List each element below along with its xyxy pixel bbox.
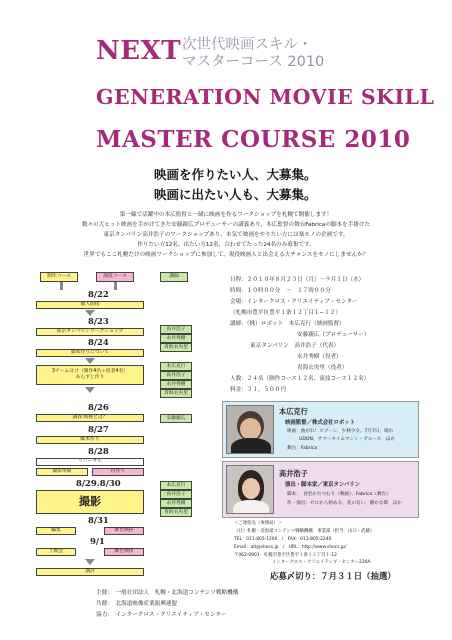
info-instructor-5: 青海衣央里（役者） xyxy=(297,365,348,371)
flow-instructor: 高井浩子 xyxy=(160,490,192,499)
flow-arrow xyxy=(85,358,95,364)
flow-instructor: 安藤親広 xyxy=(160,414,192,423)
contact-line: 〒062-0901 札幌市豊平区豊平１条１２丁目１-12 xyxy=(234,553,337,558)
flow-step-stage-greeting: 舞台挨拶 xyxy=(104,548,144,556)
profile-desc: 映画：曲がれ！スプーン、少林少女、7月7日、晴れ xyxy=(287,429,394,434)
tagline-2: 映画に出たい人も、大募集。 xyxy=(154,187,317,202)
flow-step-teams xyxy=(36,365,144,385)
footer-host: 主催： 一般社団法人 札幌・北海道コンテンツ戦略機構 xyxy=(96,590,239,596)
profile-name: 本広克行 xyxy=(279,407,308,416)
flow-step-rehearsal: リハーサル xyxy=(36,458,144,466)
flow-step-lecture: 講義 映画とは？ xyxy=(36,414,144,422)
flow-step-shooting: 撮影 xyxy=(36,490,144,514)
flow-step-workshop: 東京タンバリンワークショップ xyxy=(36,328,144,336)
flow-header-acting: 演技コース xyxy=(96,272,134,282)
flow-date-0829: 8/29.8/30 xyxy=(76,479,121,489)
profile-desc: 脚本： 食堂かたつむり（映画）、Fabrica（舞台） xyxy=(287,492,391,497)
flow-step-review: 講評 xyxy=(36,568,144,576)
flow-teams-line2: あらすじ作り xyxy=(75,375,105,380)
profile-desc: 舞台：Fabrica xyxy=(287,446,318,451)
profile-card-motohiro xyxy=(222,401,419,458)
contact-line: ＜ご連絡先（事務局）＞ xyxy=(234,521,283,526)
deadline: 応募〆切り：７月３１日（抽選） xyxy=(270,571,396,581)
info-venue: 会場：インタークロス・クリエイティブ・センター xyxy=(230,299,358,305)
flow-instructor: 本広克行 xyxy=(160,481,192,490)
flow-arrow xyxy=(85,310,95,316)
flow-instructor: 青海衣央里 xyxy=(160,508,192,517)
flow-date-0826: 8/26 xyxy=(88,403,109,413)
flow-instructor: 永井秀樹 xyxy=(160,334,192,343)
profile-name: 高井浩子 xyxy=(279,469,308,478)
intro-line-2: 数々の大ヒット映画を手がけてきた安藤親広プロデューサーの講義あり、本広監督の舞台Fabricaの脚本を手掛けた xyxy=(81,222,371,228)
flow-date-0822: 8/22 xyxy=(88,290,109,300)
info-instructor-3: 東京タンバリン 高井浩子（代表） xyxy=(250,343,340,349)
flow-teams-line1: 3チーム分け（制作4名＋役者4名） xyxy=(51,369,129,374)
flow-line-right xyxy=(114,282,117,290)
flow-date-0831: 8/31 xyxy=(88,516,109,526)
flow-date-0823: 8/23 xyxy=(88,317,109,327)
info-capacity: 人数：２４名（制作コース１２名、演技コース１２名） xyxy=(230,376,370,382)
flow-step-script: 脚本作り xyxy=(36,436,144,444)
title-line3: MASTER COURSE 2010 xyxy=(96,126,411,153)
profile-role: 映画監督／株式会社ロボット xyxy=(285,420,356,426)
flow-date-0827: 8/27 xyxy=(88,425,109,435)
flow-step-screening: 上映会 xyxy=(36,548,76,556)
flow-instructor: 高井浩子 xyxy=(160,325,192,334)
flow-instructor: 本広克行 xyxy=(160,362,192,371)
intro-line-3: 東京タンバリン高井浩子のワークショップあり、本気で映画をやりたい方には楽モノの企画です。 xyxy=(103,232,349,238)
flow-step-interview: 個人面接 xyxy=(36,301,144,309)
info-time: 時間：１０時００分 〜 １７時００分 xyxy=(230,288,331,294)
flow-header-instructor: 講師 xyxy=(160,272,188,282)
intro-line-5: 世界でもここ札幌だけの映画ワークショップに参加して、現役映画人と出会える大チャンスをモノにしませんか？ xyxy=(83,252,369,258)
info-schedule: 日程：２０１０年８月２３日（月）〜９月１日（水） xyxy=(230,277,365,283)
info-instructor-4: 永井秀樹（役者） xyxy=(297,354,342,360)
contact-line: Email：alt@shocs.jp / URL：http://www.shocs.jp/ xyxy=(234,545,347,550)
avatar xyxy=(226,405,274,454)
flow-date-0824: 8/24 xyxy=(88,338,109,348)
flow-step-stage-practice: 舞台挨拶 xyxy=(104,527,144,535)
flow-date-0828: 8/28 xyxy=(88,447,109,457)
flow-instructor: 永井秀樹 xyxy=(160,499,192,508)
flow-instructor: 青海衣央里 xyxy=(160,389,192,398)
flow-step-prep: 撮影準備 xyxy=(36,468,88,476)
schedule-flow-chart xyxy=(30,272,208,600)
avatar xyxy=(226,465,274,514)
flow-step-edit: 編集 xyxy=(36,527,76,535)
contact-line: （社）札幌・北海道コンテンツ戦略機構 事業部（担当：山口・武藤） xyxy=(234,529,375,534)
tagline-1: 映画を作りたい人、大募集。 xyxy=(154,167,317,182)
flow-step-script-intro: 脚本作りについて xyxy=(36,349,144,357)
title-line2: GENERATION MOVIE SKILL xyxy=(96,85,435,109)
footer-co-host: 共催： 北海道映像産業振興連盟 xyxy=(96,601,178,607)
title-next: NEXT xyxy=(96,36,182,66)
flow-header-production: 制作コース xyxy=(40,272,78,282)
flow-instructor: 青海衣央里 xyxy=(160,343,192,352)
info-venue-address: （札幌市豊平区豊平１条１２丁目１−１２） xyxy=(230,310,341,316)
profile-card-takai xyxy=(222,461,419,518)
title-jp-line1: 次世代映画スキル・ xyxy=(182,37,313,53)
flow-instructor: 永井秀樹 xyxy=(160,380,192,389)
contact-line: インタークロス・クリエイティブ・センター220A xyxy=(272,560,371,565)
flow-instructor: 高井浩子 xyxy=(160,371,192,380)
title-jp-line2: マスターコース 2010 xyxy=(182,54,325,70)
info-instructor-2: 安藤親広（プロデューサー） xyxy=(297,332,370,338)
flow-date-0901: 9/1 xyxy=(90,537,105,547)
flow-arrow xyxy=(85,387,95,393)
intro-line-1: 第一線で活躍中の本広監督と一緒に映画を作るワークショップを札幌で開催します！ xyxy=(119,212,333,218)
info-instructors: 講師：（株）ロボット 本広克行（映画監督） xyxy=(230,321,345,327)
flow-step-role: 役作り xyxy=(92,468,144,476)
intro-line-4: 作りたい方12名、出たい方12名、合わせてたった24名のみ募集です。 xyxy=(137,242,315,248)
profile-desc: 作・演出：ゼロから始める、花の匂い、静かな爆 ほか xyxy=(287,501,402,506)
profile-desc: UDON、サマータイムマシン・ブルース ほか xyxy=(299,437,395,442)
contact-line: TEL：011-805-1200 / FAX：011-805-2240 xyxy=(234,537,332,542)
info-fee: 料金：３１，５００円 xyxy=(230,387,286,393)
profile-role: 演出・脚本家／東京タンバリン xyxy=(285,482,361,488)
flow-arrow xyxy=(85,559,95,565)
flow-line-left xyxy=(60,282,63,290)
footer-support: 協力： インタークロス・クリエイティブ・センター xyxy=(96,612,227,618)
